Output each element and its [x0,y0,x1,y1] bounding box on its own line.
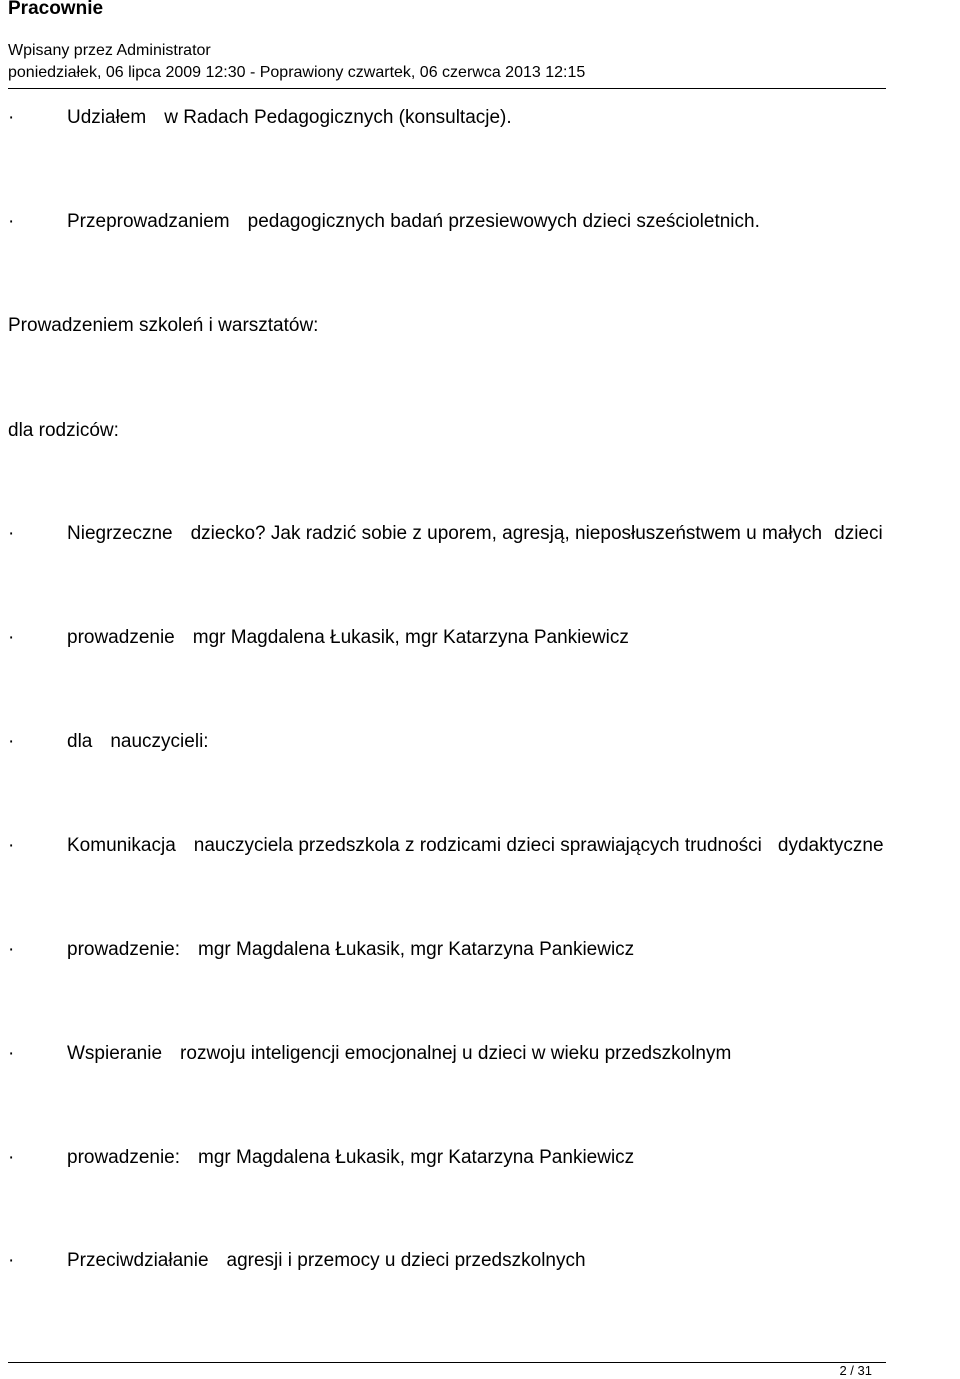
list-item-text: dziecko? Jak radzić sobie z uporem, agresją, nieposłuszeństwem u małych [190,523,823,544]
bullet: · [8,731,15,752]
list-item-text: pedagogicznych badań przesiewowych dzieci sześcioletnich. [247,211,760,232]
bullet: · [8,523,15,544]
paragraph [0,418,960,444]
date-line: poniedziałek, 06 lipca 2009 12:30 - Poprawiony czwartek, 06 czerwca 2013 12:15 [8,64,586,81]
list-item-text: mgr Magdalena Łukasik, mgr Katarzyna Pankiewicz [198,939,635,960]
list-item [0,625,960,651]
bullet: · [8,1250,15,1271]
author-line: Wpisany przez Administrator [8,42,211,59]
paragraph-text: dla rodziców: [8,420,119,441]
list-item [0,105,960,131]
list-item-lead: Przeciwdziałanie [67,1250,209,1271]
list-item [0,729,960,755]
list-item-text: nauczycieli: [110,731,209,752]
list-item-lead: Niegrzeczne [67,523,173,544]
list-item-lead: Udziałem [67,107,147,128]
bullet: · [8,1043,15,1064]
list-item-lead: prowadzenie: [67,1147,181,1168]
list-item-text: w Radach Pedagogicznych (konsultacje). [164,107,512,128]
list-item [0,1145,960,1171]
list-item-text: rozwoju inteligencji emocjonalnej u dzieci w wieku przedszkolnym [180,1043,732,1064]
paragraph [0,313,960,339]
list-item-lead: prowadzenie: [67,939,181,960]
list-item-lead: dla [67,731,93,752]
paragraph-text: Prowadzeniem szkoleń i warsztatów: [8,315,319,336]
footer-divider [8,1362,886,1363]
list-item-lead: Komunikacja [67,835,176,856]
list-item [0,1248,960,1274]
list-item-text: nauczyciela przedszkola z rodzicami dzieci sprawiających trudności [193,835,762,856]
list-item-text: mgr Magdalena Łukasik, mgr Katarzyna Pankiewicz [192,627,629,648]
bullet: · [8,939,15,960]
list-item [0,1041,960,1067]
bullet: · [8,835,15,856]
page-number: 2 / 31 [839,1363,872,1378]
list-item-tail: dzieci [834,523,883,544]
list-item-text: agresji i przemocy u dzieci przedszkolnych [226,1250,586,1271]
list-item-lead: Wspieranie [67,1043,163,1064]
bullet: · [8,211,15,232]
bullet: · [8,107,15,128]
list-item [0,937,960,963]
list-item [0,521,960,547]
header-divider [8,88,886,89]
list-item-lead: Przeprowadzaniem [67,211,230,232]
list-item [0,833,960,859]
bullet: · [8,627,15,648]
bullet: · [8,1147,15,1168]
page-title: Pracownie [8,0,104,19]
list-item-tail: dydaktyczne [777,835,884,856]
list-item [0,209,960,235]
list-item-lead: prowadzenie [67,627,175,648]
list-item-text: mgr Magdalena Łukasik, mgr Katarzyna Pankiewicz [198,1147,635,1168]
